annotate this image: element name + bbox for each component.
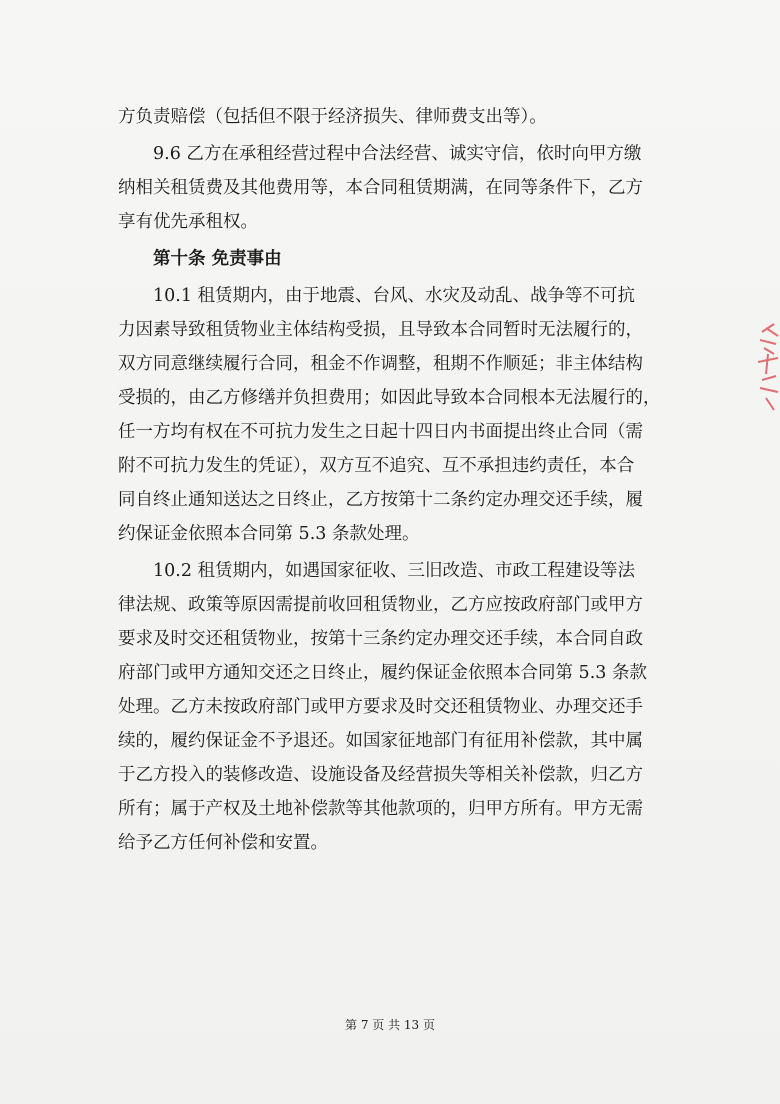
text-line: 享有优先承租权。 (118, 212, 258, 232)
text-line: 约保证金依照本合同第 5.3 条款处理。 (118, 524, 420, 544)
text-line: 任一方均有权在不可抗力发生之日起十四日内书面提出终止合同（需 (118, 422, 643, 442)
text-line: 力因素导致租赁物业主体结构受损，且导致本合同暂时无法履行的， (118, 320, 643, 340)
text-line: 府部门或甲方通知交还之日终止，履约保证金依照本合同第 5.3 条款 (118, 663, 647, 683)
text-line: 续的，履约保证金不予退还。如国家征地部门有征用补偿款，其中属 (118, 731, 643, 751)
text-line: 方负责赔偿（包括但不限于经济损失、律师费支出等）。 (118, 107, 547, 127)
seal-stamp-fragment (752, 318, 780, 413)
text-line: 双方同意继续履行合同，租金不作调整，租期不作顺延；非主体结构 (118, 354, 643, 374)
text-line: 10.2 租赁期内，如遇国家征收、三旧改造、市政工程建设等法 (153, 561, 636, 581)
body-text (118, 100, 666, 860)
text-line: 于乙方投入的装修改造、设施设备及经营损失等相关补偿款，归乙方 (118, 765, 643, 785)
text-line: 附不可抗力发生的凭证），双方互不追究、互不承担违约责任，本合 (118, 456, 635, 476)
text-line: 要求及时交还租赁物业，按第十三条约定办理交还手续，本合同自政 (118, 629, 643, 649)
page-number: 第 7 页 共 13 页 (345, 1018, 435, 1032)
text-line: 10.1 租赁期内，由于地震、台风、水灾及动乱、战争等不可抗 (153, 286, 636, 306)
text-line: 纳相关租赁费及其他费用等，本合同租赁期满，在同等条件下，乙方 (118, 178, 643, 198)
text-line: 给予乙方任何补偿和安置。 (118, 833, 328, 853)
section-heading: 第十条 免责事由 (153, 249, 282, 269)
text-line: 同自终止通知送达之日终止，乙方按第十二条约定办理交还手续，履 (118, 490, 643, 510)
text-line: 所有；属于产权及土地补偿款等其他款项的，归甲方所有。甲方无需 (118, 799, 643, 819)
text-line: 处理。乙方未按政府部门或甲方要求及时交还租赁物业、办理交还手 (118, 697, 643, 717)
text-line: 律法规、政策等原因需提前收回租赁物业，乙方应按政府部门或甲方 (118, 595, 643, 615)
text-line: 受损的，由乙方修缮并负担费用；如因此导致本合同根本无法履行的， (118, 388, 661, 408)
text-line: 9.6 乙方在承租经营过程中合法经营、诚实守信，依时向甲方缴 (153, 144, 642, 164)
